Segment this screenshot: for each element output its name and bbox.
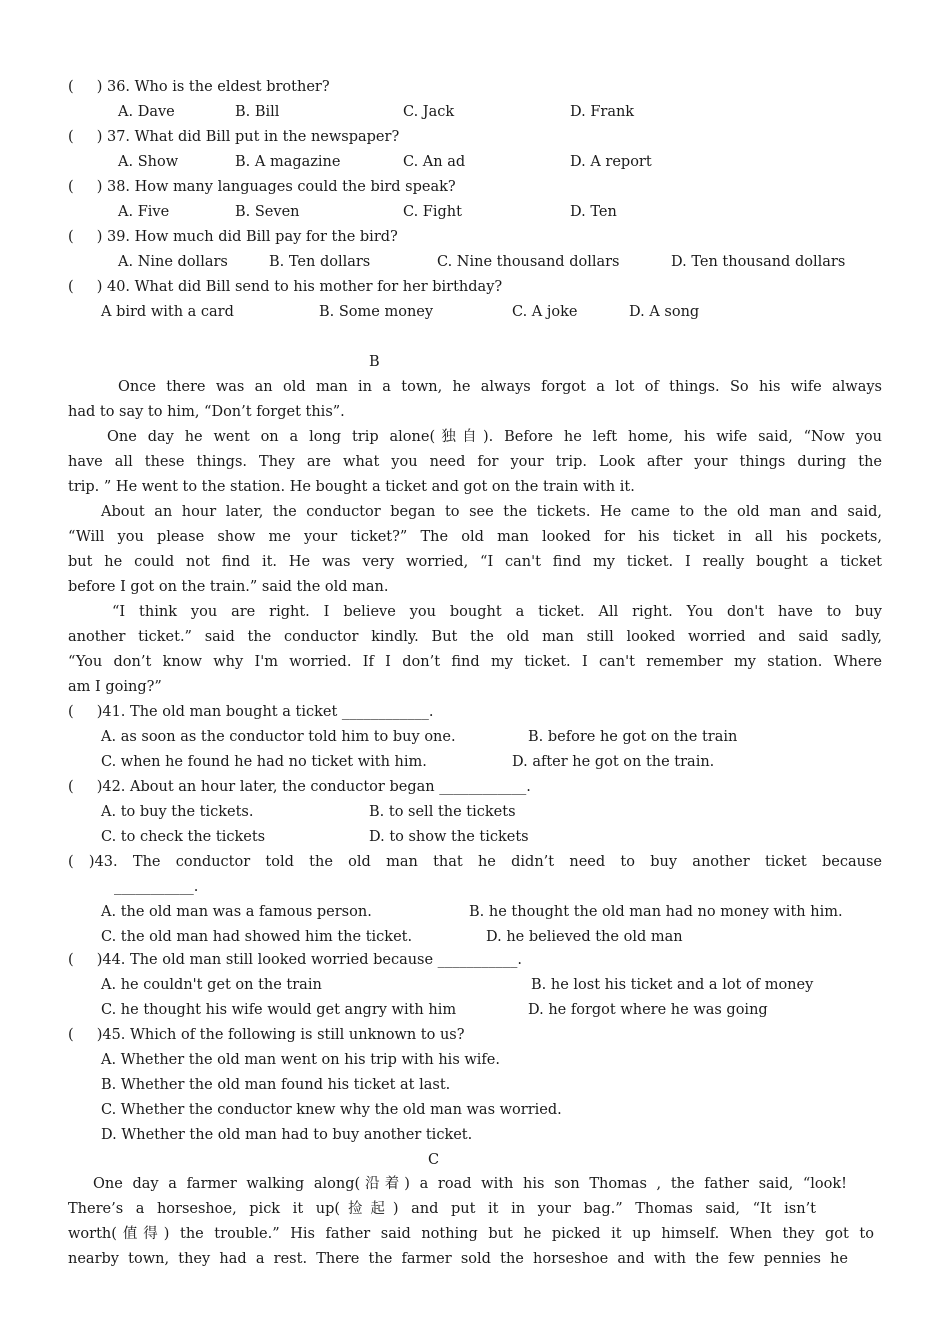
- q37-option-c: C. An ad: [403, 154, 466, 170]
- q39-option-c: C. Nine thousand dollars: [437, 254, 620, 270]
- q38-option-b: B. Seven: [235, 204, 300, 220]
- q36-option-b: B. Bill: [235, 104, 280, 120]
- q42-option-c: C. to check the tickets: [101, 829, 266, 845]
- q43-answer-blank: ___________.: [114, 879, 199, 895]
- q45-option-c: C. Whether the conductor knew why the old man was worried.: [101, 1102, 562, 1118]
- q44-option-d: D. he forgot where he was going: [528, 1002, 768, 1018]
- passage-b-line: trip. ” He went to the station. He bought a ticket and got on the train with it.: [68, 479, 635, 495]
- question-40: ( ) 40. What did Bill send to his mother for her birthday?: [68, 279, 503, 295]
- passage-b-line: have all these things. They are what you need for your trip. Look after your things during the: [68, 454, 882, 470]
- q44-option-b: B. he lost his ticket and a lot of money: [531, 977, 814, 993]
- q43-option-c: C. the old man had showed him the ticket.: [101, 929, 413, 945]
- q38-option-a: A. Five: [118, 204, 170, 220]
- passage-b-line: before I got on the train.” said the old man.: [68, 579, 389, 595]
- q42-option-b: B. to sell the tickets: [369, 804, 516, 820]
- question-38: ( ) 38. How many languages could the bird speak?: [68, 179, 456, 195]
- q41-option-c: C. when he found he had no ticket with him.: [101, 754, 427, 770]
- q41-option-b: B. before he got on the train: [528, 729, 738, 745]
- q41-option-d: D. after he got on the train.: [512, 754, 715, 770]
- q36-option-d: D. Frank: [570, 104, 635, 120]
- passage-b-line: another ticket.” said the conductor kindly. But the old man still looked worried and said sadly,: [68, 629, 882, 645]
- q39-option-d: D. Ten thousand dollars: [671, 254, 846, 270]
- passage-b-line: had to say to him, “Don’t forget this”.: [68, 404, 345, 420]
- q40-option-a: A bird with a card: [101, 304, 234, 320]
- passage-b-line: “I think you are right. I believe you bought a ticket. All right. You don't have to buy: [112, 604, 882, 620]
- question-36: ( ) 36. Who is the eldest brother?: [68, 79, 330, 95]
- q36-option-c: C. Jack: [403, 104, 455, 120]
- passage-c-line: nearby town, they had a rest. There the farmer sold the horseshoe and with the few pennies he: [68, 1251, 848, 1267]
- q39-option-a: A. Nine dollars: [118, 254, 228, 270]
- q37-option-a: A. Show: [118, 154, 179, 170]
- passage-b-line: “You don’t know why I'm worried. If I don’t find my ticket. I can't remember my station. Where: [68, 654, 882, 670]
- q41-option-a: A. as soon as the conductor told him to buy one.: [101, 729, 456, 745]
- q38-option-d: D. Ten: [570, 204, 617, 220]
- q42-option-d: D. to show the tickets: [369, 829, 529, 845]
- q38-option-c: C. Fight: [403, 204, 462, 220]
- passage-c-line: worth(值得) the trouble.” His father said nothing but he picked it up himself. When they got to: [68, 1226, 874, 1242]
- q43-option-d: D. he believed the old man: [486, 929, 683, 945]
- q36-option-a: A. Dave: [118, 104, 175, 120]
- q42-option-a: A. to buy the tickets.: [101, 804, 254, 820]
- question-39: ( ) 39. How much did Bill pay for the bird?: [68, 229, 398, 245]
- question-42: ( )42. About an hour later, the conductor began ____________.: [68, 779, 531, 795]
- q37-option-d: D. A report: [570, 154, 652, 170]
- q44-option-c: C. he thought his wife would get angry with him: [101, 1002, 457, 1018]
- q45-option-d: D. Whether the old man had to buy another ticket.: [101, 1127, 473, 1143]
- q40-option-c: C. A joke: [512, 304, 578, 320]
- q39-option-b: B. Ten dollars: [269, 254, 371, 270]
- q40-option-d: D. A song: [629, 304, 700, 320]
- q45-option-b: B. Whether the old man found his ticket at last.: [101, 1077, 451, 1093]
- question-45: ( )45. Which of the following is still unknown to us?: [68, 1027, 465, 1043]
- q43-option-a: A. the old man was a famous person.: [101, 904, 372, 920]
- section-b-heading: B: [369, 354, 380, 370]
- section-c-heading: C: [428, 1152, 440, 1168]
- passage-b-line: am I going?”: [68, 679, 162, 695]
- q43-option-b: B. he thought the old man had no money with him.: [469, 904, 843, 920]
- passage-c-line: There’s a horseshoe, pick it up(捡起) and put it in your bag.” Thomas said, “It isn’t: [68, 1201, 816, 1217]
- passage-c-line: One day a farmer walking along(沿着) a road with his son Thomas , the father said, “look!: [93, 1176, 847, 1192]
- passage-b-line: but he could not find it. He was very worried, “I can't find my ticket. I really bought a ticket: [68, 554, 882, 570]
- passage-b-line: Once there was an old man in a town, he always forgot a lot of things. So his wife always: [118, 379, 882, 395]
- passage-b-line: One day he went on a long trip alone(独自). Before he left home, his wife said, “Now you: [107, 429, 882, 445]
- question-37: ( ) 37. What did Bill put in the newspaper?: [68, 129, 400, 145]
- question-41: ( )41. The old man bought a ticket ____________.: [68, 704, 434, 720]
- q44-option-a: A. he couldn't get on the train: [101, 977, 322, 993]
- passage-b-line: About an hour later, the conductor began to see the tickets. He came to the old man and said,: [101, 504, 882, 520]
- question-43: ( )43. The conductor told the old man that he didn’t need to buy another ticket because: [68, 854, 882, 870]
- q40-option-b: B. Some money: [319, 304, 434, 320]
- question-44: ( )44. The old man still looked worried because ___________.: [68, 952, 523, 968]
- q45-option-a: A. Whether the old man went on his trip with his wife.: [101, 1052, 500, 1068]
- passage-b-line: “Will you please show me your ticket?” The old man looked for his ticket in all his pockets,: [68, 529, 882, 545]
- q37-option-b: B. A magazine: [235, 154, 341, 170]
